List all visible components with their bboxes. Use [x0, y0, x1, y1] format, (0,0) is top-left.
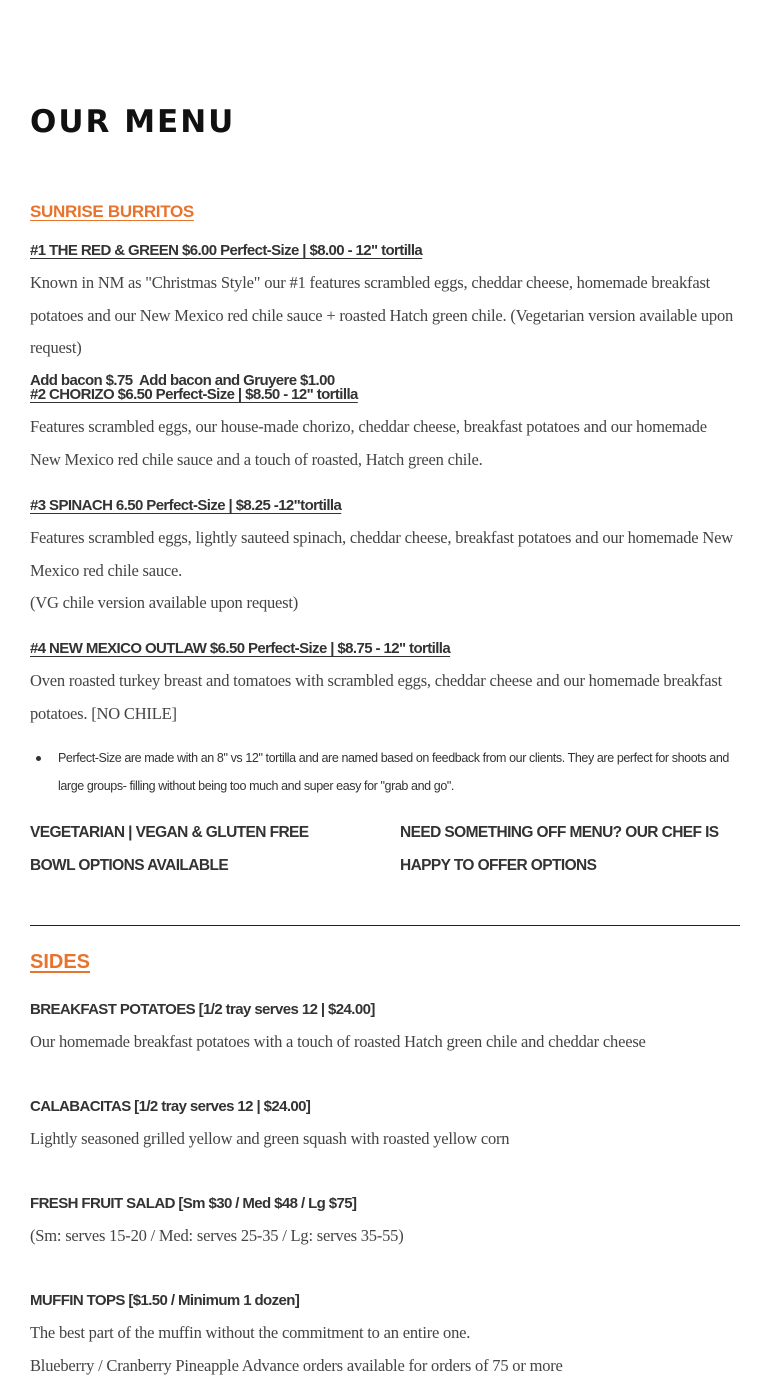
- menu-item-title: #2 CHORIZO $6.50 Perfect-Size | $8.50 - 12" tortilla: [30, 385, 740, 405]
- menu-item-title: #3 SPINACH 6.50 Perfect-Size | $8.25 -12"tortilla: [30, 496, 740, 516]
- perfect-size-note-list: [30, 744, 740, 800]
- section-divider: [30, 925, 740, 926]
- side-item-muffin-tops: [30, 1291, 740, 1382]
- section-heading-sides[interactable]: SIDES: [30, 951, 90, 974]
- menu-item-title: #1 THE RED & GREEN $6.00 Perfect-Size | $8.00 - 12" tortilla: [30, 241, 740, 261]
- side-item-title: BREAKFAST POTATOES [1/2 tray serves 12 | $24.00]: [30, 1000, 740, 1020]
- side-item-description: Lightly seasoned grilled yellow and green squash with roasted yellow corn: [30, 1123, 740, 1156]
- list-item: [30, 744, 740, 800]
- side-item-fruit-salad: [30, 1194, 740, 1253]
- menu-item-description: Oven roasted turkey breast and tomatoes with scrambled eggs, cheddar cheese and our homemade breakfast potatoes. [NO CHILE]: [30, 665, 740, 730]
- menu-item-description: Features scrambled eggs, our house-made chorizo, cheddar cheese, breakfast potatoes and our homemade New Mexico red chile sauce and a touch of roasted, Hatch green chile.: [30, 411, 740, 476]
- side-item-calabacitas: [30, 1097, 740, 1156]
- menu-item-chorizo: [30, 385, 740, 476]
- side-item-title: FRESH FRUIT SALAD [Sm $30 / Med $48 / Lg $75]: [30, 1194, 740, 1214]
- side-item-breakfast-potatoes: [30, 1000, 740, 1059]
- menu-item-red-green: [30, 241, 740, 397]
- bullet-icon: [36, 756, 41, 761]
- menu-item-description: Known in NM as "Christmas Style" our #1 features scrambled eggs, cheddar cheese, homemade breakfast potatoes and our New Mexico red chile sauce + roasted Hatch green chile. (Vegetarian version available upon request): [30, 267, 740, 365]
- menu-item-note: (VG chile version available upon request): [30, 587, 740, 620]
- callout-dietary-options: VEGETARIAN | VEGAN & GLUTEN FREE BOWL OPTIONS AVAILABLE: [30, 816, 350, 882]
- side-item-title: MUFFIN TOPS [$1.50 / Minimum 1 dozen]: [30, 1291, 740, 1311]
- side-item-description: The best part of the muffin without the commitment to an entire one.: [30, 1317, 740, 1350]
- menu-item-title: #4 NEW MEXICO OUTLAW $6.50 Perfect-Size | $8.75 - 12" tortilla: [30, 639, 740, 659]
- side-item-flavors: Blueberry / Cranberry Pineapple Advance orders available for orders of 75 or more: [30, 1350, 740, 1382]
- section-heading-burritos[interactable]: SUNRISE BURRITOS: [30, 202, 194, 222]
- perfect-size-note: Perfect-Size are made with an 8" vs 12" tortilla and are named based on feedback from our clients. They are perfect for shoots and large groups- filling without being too much and super easy for "grab and go".: [58, 751, 729, 793]
- menu-item-description: Features scrambled eggs, lightly sauteed spinach, cheddar cheese, breakfast potatoes and our homemade New Mexico red chile sauce.: [30, 522, 740, 587]
- side-item-description: Our homemade breakfast potatoes with a touch of roasted Hatch green chile and cheddar cheese: [30, 1026, 740, 1059]
- menu-item-spinach: [30, 496, 740, 620]
- side-item-title: CALABACITAS [1/2 tray serves 12 | $24.00]: [30, 1097, 740, 1117]
- page-title: OUR MENU: [30, 104, 235, 140]
- menu-item-addons: Add bacon $.75 Add bacon and Gruyere $1.00: [30, 365, 740, 397]
- callout-off-menu: NEED SOMETHING OFF MENU? OUR CHEF IS HAPPY TO OFFER OPTIONS: [400, 816, 745, 882]
- side-item-description: (Sm: serves 15-20 / Med: serves 25-35 / Lg: serves 35-55): [30, 1220, 740, 1253]
- menu-item-outlaw: [30, 639, 740, 730]
